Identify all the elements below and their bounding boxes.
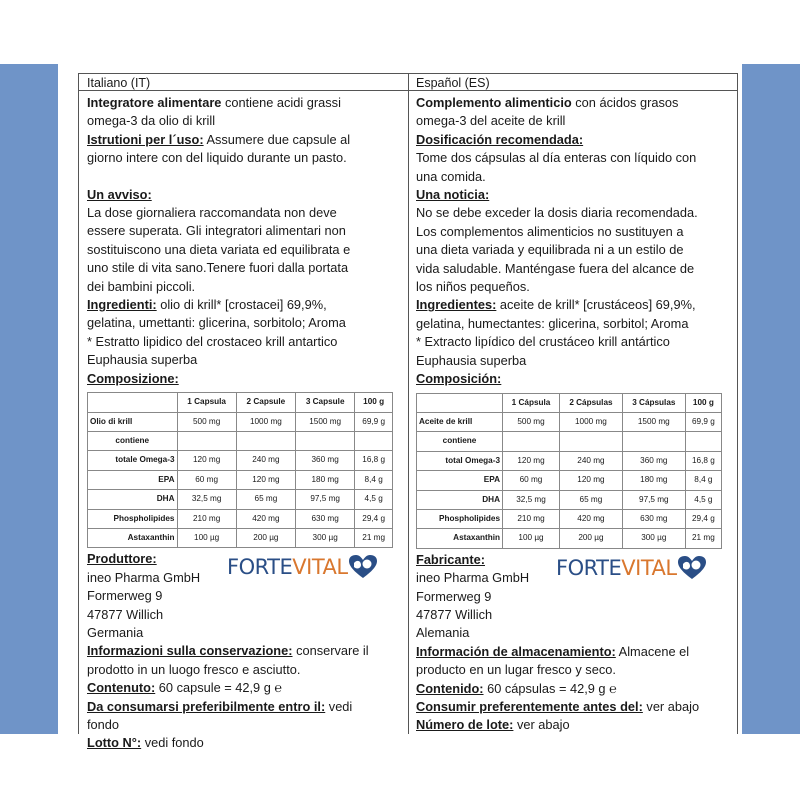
ingredients-es: Ingredientes: aceite de krill* [crustáceos] 69,9%, [416,297,696,313]
warning-heading-es: Una noticia: [416,187,490,203]
usage-it: Istrutioni per l´uso: Assumere due capsule al [87,131,351,147]
table-row: Olio di krill 500 mg 1000 mg 1500 mg 69,9 g [88,412,393,431]
intro-it: Integratore alimentare contiene acidi grassi [87,95,341,110]
table-row: DHA 32,5 mg 65 mg 97,5 mg 4,5 g [88,490,393,509]
language-header-es: Español (ES) [408,74,737,91]
ingredients-it: Ingredienti: olio di krill* [crostacei] 69,9%, [87,297,327,313]
composition-heading-es: Composición: [416,371,502,387]
table-row: totale Omega-3 120 mg 240 mg 360 mg 16,8 g [88,451,393,470]
content-it: Contenuto: 60 capsule = 42,9 g ℮ [87,680,283,696]
lot-it: Lotto N°: vedi fondo [87,735,204,751]
intro-es: Complemento alimenticio con ácidos grasos [416,95,679,110]
right-blue-band [742,64,800,734]
usage-heading-es: Dosificación recomendada: [416,131,584,147]
table-row: Phospholipides 210 mg 420 mg 630 mg 29,4 g [88,509,393,528]
composition-table-it: 1 Capsula 2 Capsule 3 Capsule 100 g Olio di krill 500 mg 1000 mg 1500 mg 69,9 g contiene totale Omega-3 120 mg 240 mg 360 mg 16,8 g EPA 60 mg 120 mg 180 mg 8,4 g DHA 32,5 mg 65 mg 97,5 mg 4,5 g Phospholipides 210 mg 420 mg 630 mg 29,4 g Astaxanthin 100 µg 200 µg 300 µg 21 mg [87,392,393,548]
table-row: DHA 32,5 mg 65 mg 97,5 mg 4,5 g [417,490,722,509]
language-header-it: Italiano (IT) [79,74,408,91]
table-row: Phospholipides 210 mg 420 mg 630 mg 29,4 g [417,509,722,528]
table-row: Astaxanthin 100 µg 200 µg 300 µg 21 mg [417,529,722,548]
table-row: EPA 60 mg 120 mg 180 mg 8,4 g [417,471,722,490]
bestbefore-es: Consumir preferentemente antes del: ver abajo [416,699,700,714]
warning-heading-it: Un avviso: [87,186,152,202]
table-row: contiene [88,431,393,450]
table-row: total Omega-3 120 mg 240 mg 360 mg 16,8 g [417,451,722,470]
table-row: EPA 60 mg 120 mg 180 mg 8,4 g [88,470,393,489]
producer-block-es: Fabricante: ineo Pharma GmbH Formerweg 9 47877 Willich Alemania FORTE VITAL [416,551,729,643]
bestbefore-it: Da consumarsi preferibilmente entro il: vedi [87,698,353,714]
lot-es: Número de lote: ver abajo [416,717,570,733]
column-italian: Italiano (IT) Integratore alimentare contiene acidi grassi omega-3 da olio di krill Istrutioni per l´uso: Assumere due capsule al giorno intere con del liquido durante un pasto. Un avviso: La dose giornaliera raccomandata non deve essere superata. Gli integratori alimentari non sostituiscono una dieta variata ed equilibrata e uno stile di vita sano.Tenere fuori dalla portata dei bambini piccoli. Ingredienti: olio di krill* [crostacei] 69,9%, gelatina, umettanti: glicerina, sorbitolo; Aroma * Estratto lipidico del crostaceo krill antartico Euphausia superba Composizione: 1 Capsula 2 Capsule 3 Capsule 100 g Olio di krill 500 mg 1000 mg 1500 mg 69,9 g contiene totale Omega-3 120 mg 240 mg 360 mg 16,8 g EPA 60 mg 120 mg 180 mg 8,4 g DHA 32,5 mg 65 mg 97,5 mg 4,5 g Phospholipides 210 mg 420 mg 630 mg 29,4 g Astaxanthin 100 µg 200 µg 300 µg 21 mg Produttore: ineo Pharma GmbH Formerweg 9 47877 Willich Germania FORTE VITAL Informazioni sulla conservazione: conservare il prodotto in un luogo fresco e asciutto. Contenuto: 60 capsule = 42,9 g ℮ Da consumarsi preferibilmente entro il: vedi fondo Lotto N°: vedi fondo [78,74,409,734]
fortevital-logo: FORTE VITAL [556,555,707,581]
content-es: Contenido: 60 cápsulas = 42,9 g ℮ [416,680,617,696]
composition-table-es: 1 Cápsula 2 Cápsulas 3 Cápsulas 100 g Aceite de krill 500 mg 1000 mg 1500 mg 69,9 g contiene total Omega-3 120 mg 240 mg 360 mg 16,8 g EPA 60 mg 120 mg 180 mg 8,4 g DHA 32,5 mg 65 mg 97,5 mg 4,5 g Phospholipides 210 mg 420 mg 630 mg 29,4 g Astaxanthin 100 µg 200 µg 300 µg 21 mg [416,393,722,549]
table-row: Astaxanthin 100 µg 200 µg 300 µg 21 mg [88,528,393,547]
storage-it: Informazioni sulla conservazione: conservare il [87,643,369,659]
storage-es: Información de almacenamiento: Almacene el [416,643,690,659]
table-row: contiene [417,432,722,451]
composition-heading-it: Composizione: [87,370,179,386]
heart-logo-icon [677,555,707,581]
table-row: Aceite de krill 500 mg 1000 mg 1500 mg 69,9 g [417,412,722,431]
label-sheet [78,73,738,751]
producer-block-it: Produttore: ineo Pharma GmbH Formerweg 9 47877 Willich Germania FORTE VITAL [87,550,400,642]
heart-logo-icon [348,554,378,580]
column-spanish: Español (ES) Complemento alimenticio con ácidos grasos omega-3 del aceite de krill Dosificación recomendada: Tome dos cápsulas al día enteras con líquido con una comida. Una noticia: No se debe exceder la dosis diaria recomendada. Los complementos alimenticios no sustituyen a una dieta variada y equilibrada ni a un estilo de vida saludable. Manténgase fuera del alcance de los niños pequeños. Ingredientes: aceite de krill* [crustáceos] 69,9%, gelatina, humectantes: glicerina, sorbitol; Aroma * Extracto lipídico del crustáceo krill antártico Euphausia superba Composición: 1 Cápsula 2 Cápsulas 3 Cápsulas 100 g Aceite de krill 500 mg 1000 mg 1500 mg 69,9 g contiene total Omega-3 120 mg 240 mg 360 mg 16,8 g EPA 60 mg 120 mg 180 mg 8,4 g DHA 32,5 mg 65 mg 97,5 mg 4,5 g Phospholipides 210 mg 420 mg 630 mg 29,4 g Astaxanthin 100 µg 200 µg 300 µg 21 mg Fabricante: ineo Pharma GmbH Formerweg 9 47877 Willich Alemania FORTE VITAL Información de almacenamiento: Almacene el producto en un lugar fresco y seco. Contenido: 60 cápsulas = 42,9 g ℮ Consumir preferentemente antes del: ver abajo Número de lote: ver abajo [408,74,738,734]
fortevital-logo: FORTE VITAL [227,554,378,580]
left-blue-band [0,64,58,734]
